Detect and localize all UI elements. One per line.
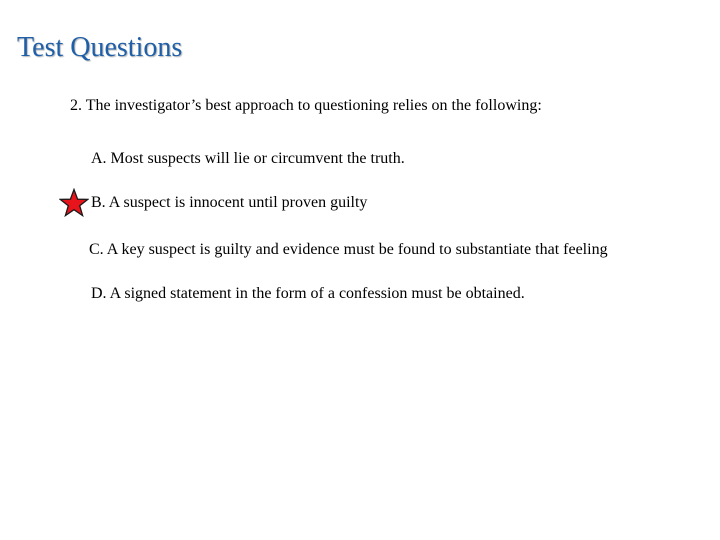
slide-title: Test Questions — [17, 32, 183, 63]
answer-option-b: B. A suspect is innocent until proven guilty — [91, 194, 368, 211]
answer-option-a: A. Most suspects will lie or circumvent the truth. — [91, 150, 405, 167]
question-text: 2. The investigator’s best approach to questioning relies on the following: — [70, 97, 542, 114]
answer-option-c: C. A key suspect is guilty and evidence must be found to substantiate that feeling — [89, 241, 608, 258]
answer-option-d: D. A signed statement in the form of a confession must be obtained. — [91, 285, 525, 302]
star-icon — [59, 188, 89, 218]
